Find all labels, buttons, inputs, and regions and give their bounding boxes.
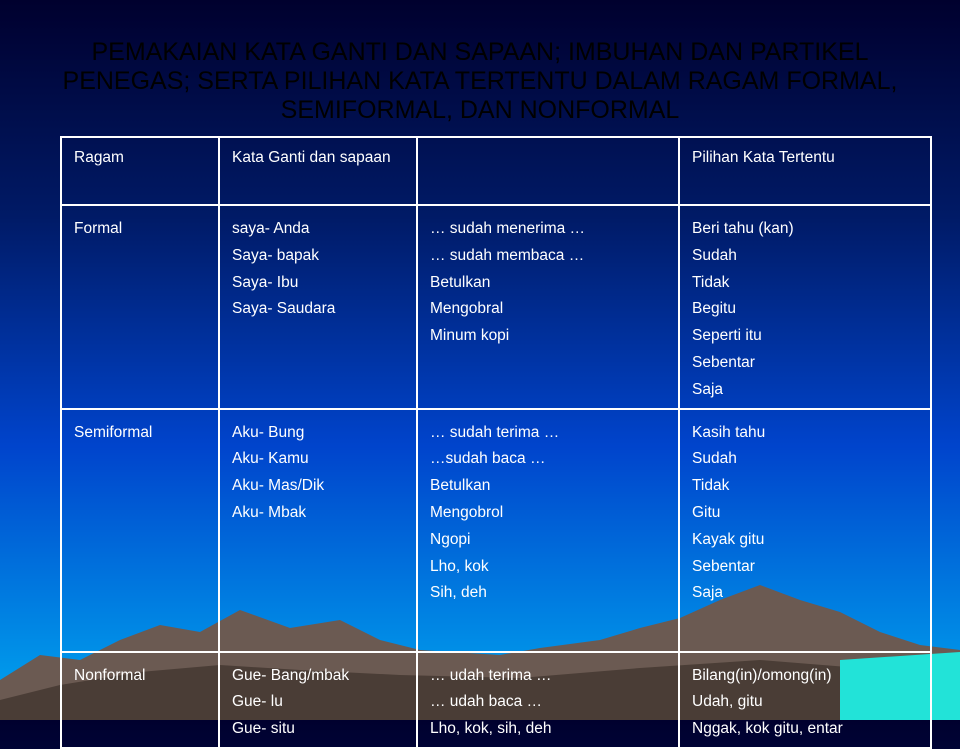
cell-text: Gue- Bang/mbak [232, 666, 350, 684]
cell-kata-ganti [219, 652, 417, 748]
table-row-semiformal [61, 409, 931, 652]
cell-text: Ngopi [430, 530, 471, 548]
cell-text: Semiformal [74, 423, 153, 441]
cell-text: saya- Anda [232, 220, 310, 237]
ragam-table [60, 136, 932, 749]
cell-text: Saya- Ibu [232, 273, 299, 291]
cell-text: Nggak, kok gitu, entar [692, 720, 843, 738]
cell-text: Betulkan [430, 273, 491, 291]
cell-text: Aku- Mas/Dik [232, 477, 325, 495]
cell-text: Nonformal [74, 666, 146, 684]
cell-text: Gitu [692, 503, 721, 521]
cell-imbuhan [417, 409, 679, 652]
cell-text: Bilang(in)/omong(in) [692, 666, 832, 684]
table-row-formal [61, 205, 931, 409]
header-kata-ganti: Kata Ganti dan sapaan [219, 137, 417, 205]
cell-text: Saya- Saudara [232, 300, 336, 318]
header-pilihan-kata: Pilihan Kata Tertentu [679, 137, 931, 205]
cell-text: Minum kopi [430, 327, 510, 345]
cell-text: Sebentar [692, 353, 755, 371]
cell-pilihan-kata [679, 409, 931, 652]
cell-text: Lho, kok [430, 557, 489, 575]
cell-text: …sudah baca … [430, 450, 546, 468]
cell-text: Mengobral [430, 300, 504, 318]
table-row-nonformal [61, 652, 931, 748]
cell-text: Mengobrol [430, 503, 504, 521]
cell-text: Gue- situ [232, 720, 295, 738]
slide-title: PEMAKAIAN KATA GANTI DAN SAPAAN; IMBUHAN DAN PARTIKEL PENEGAS; SERTA PILIHAN KATA TERTENTU DALAM RAGAM FORMAL, SEMIFORMAL, DAN NONFORMAL [62, 38, 898, 124]
cell-text: Aku- Kamu [232, 450, 309, 468]
cell-text: Saya- bapak [232, 246, 320, 264]
cell-ragam [61, 652, 219, 748]
cell-ragam [61, 409, 219, 652]
cell-text: Saja [692, 380, 724, 398]
cell-text: Gue- lu [232, 693, 283, 711]
header-imbuhan [417, 137, 679, 205]
cell-ragam [61, 205, 219, 409]
cell-text: Seperti itu [692, 327, 762, 345]
cell-kata-ganti [219, 205, 417, 409]
cell-text: Tidak [692, 273, 730, 291]
cell-text: Kayak gitu [692, 530, 765, 548]
cell-text: … udah terima … [430, 666, 552, 684]
cell-text: Formal [74, 220, 123, 237]
cell-imbuhan [417, 652, 679, 748]
cell-kata-ganti [219, 409, 417, 652]
cell-text: Tidak [692, 477, 730, 495]
cell-text: Kasih tahu [692, 423, 766, 441]
cell-text: Sih, deh [430, 584, 487, 602]
cell-text: Beri tahu (kan) [692, 220, 794, 237]
cell-text: Sudah [692, 246, 737, 264]
cell-text: Udah, gitu [692, 693, 763, 711]
cell-pilihan-kata [679, 205, 931, 409]
cell-text: … sudah membaca … [430, 246, 585, 264]
cell-imbuhan [417, 205, 679, 409]
header-ragam: Ragam [61, 137, 219, 205]
cell-text: … udah baca … [430, 693, 543, 711]
cell-text: Lho, kok, sih, deh [430, 720, 552, 738]
cell-text: … sudah terima … [430, 423, 560, 441]
cell-text: … sudah menerima … [430, 220, 586, 237]
cell-text: Aku- Bung [232, 423, 305, 441]
cell-text: Begitu [692, 300, 736, 318]
cell-text: Saja [692, 584, 724, 602]
cell-pilihan-kata [679, 652, 931, 748]
table-header-row [61, 137, 931, 205]
cell-text: Aku- Mbak [232, 503, 307, 521]
cell-text: Betulkan [430, 477, 491, 495]
cell-text: Sebentar [692, 557, 755, 575]
cell-text: Sudah [692, 450, 737, 468]
